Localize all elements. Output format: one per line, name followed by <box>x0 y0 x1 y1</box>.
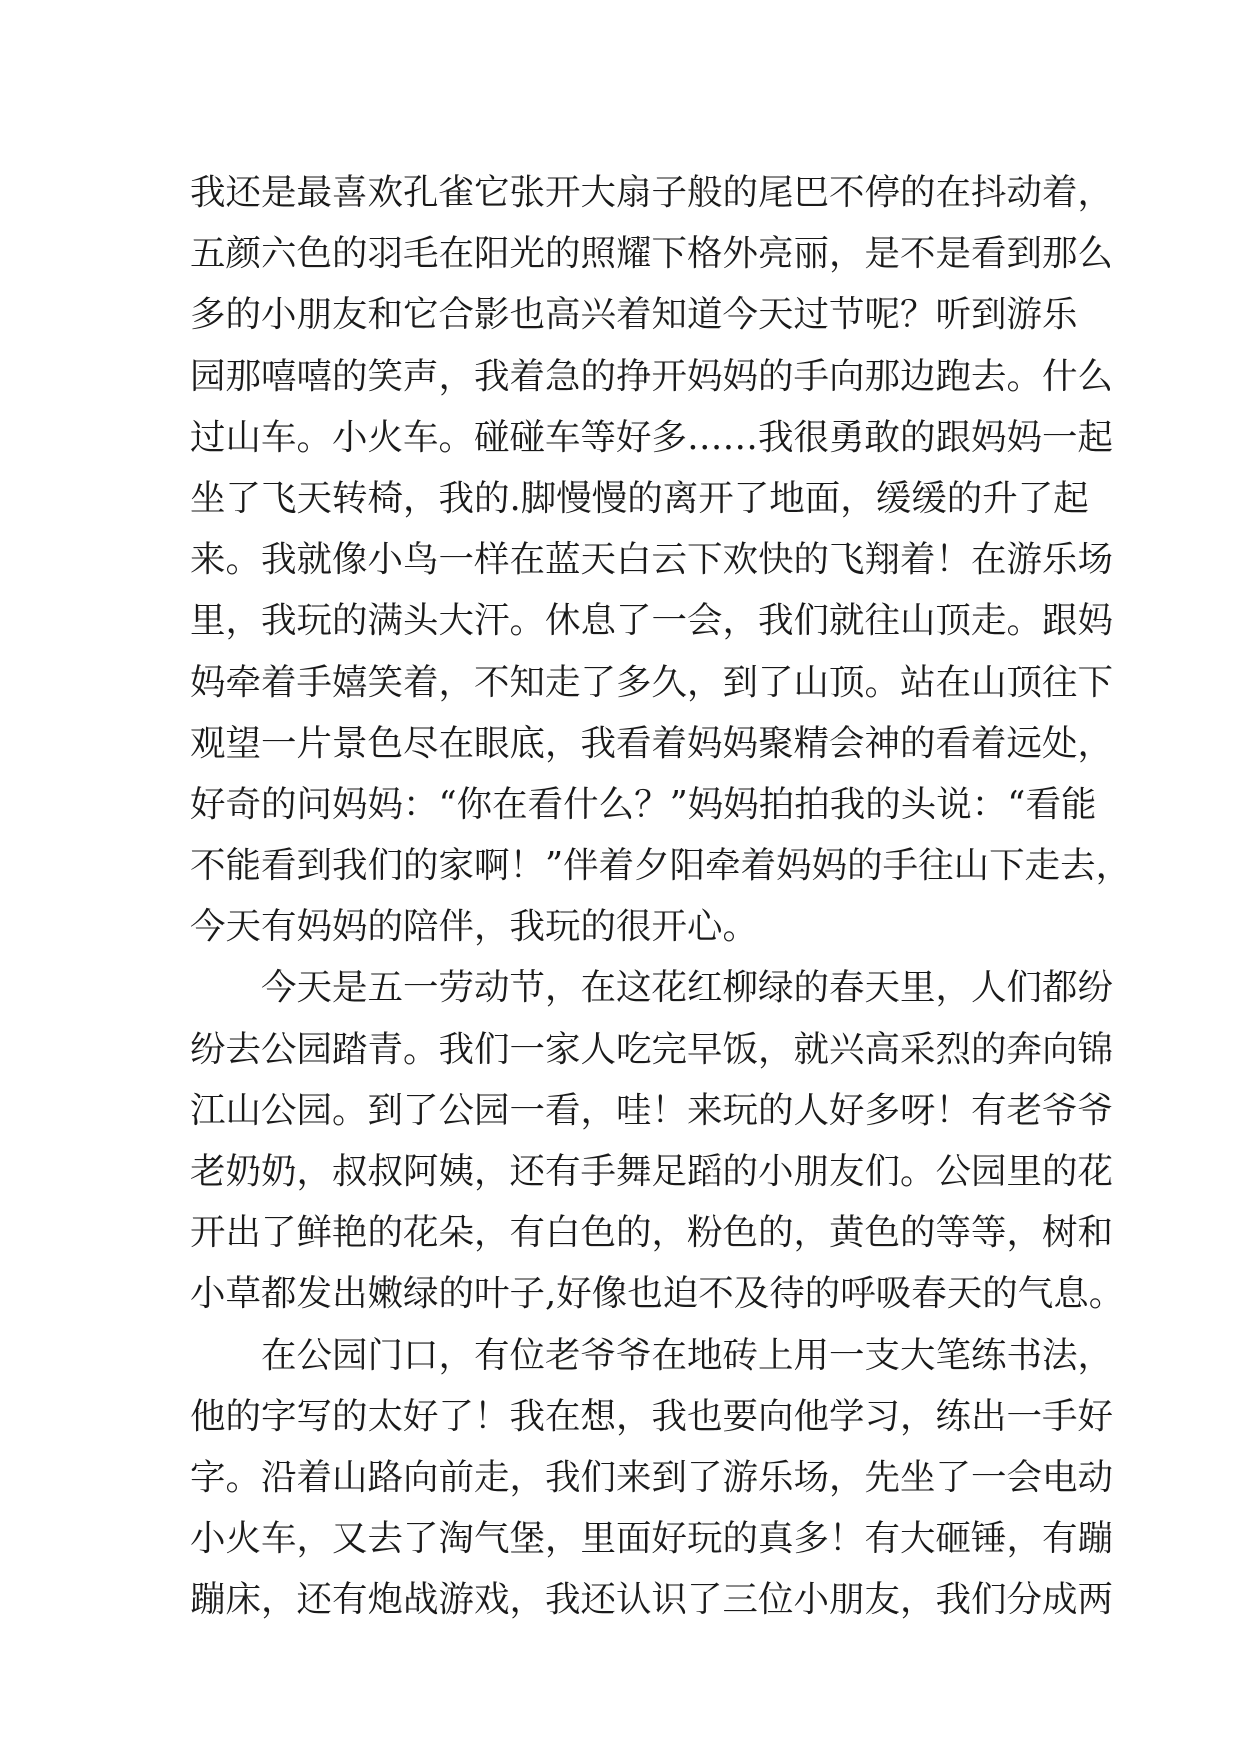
text-line: 好奇的问妈妈：“你在看什么？”妈妈拍拍我的头说：“看能 <box>190 783 1097 825</box>
paragraph-start-line: 今天是五一劳动节，在这花红柳绿的春天里，人们都纷 <box>261 967 1114 1009</box>
text-line: 小火车，又去了淘气堡，里面好玩的真多！有大砸锤，有蹦 <box>190 1518 1114 1560</box>
essay-text <box>190 162 1132 1631</box>
text-line: 小草都发出嫩绿的叶子,好像也迫不及待的呼吸春天的气息。 <box>190 1273 1125 1315</box>
text-line: 不能看到我们的家啊！”伴着夕阳牵着妈妈的手往山下走去， <box>190 845 1132 887</box>
text-line: 开出了鲜艳的花朵，有白色的，粉色的，黄色的等等，树和 <box>190 1212 1114 1254</box>
text-line: 今天有妈妈的陪伴，我玩的很开心。 <box>190 906 759 948</box>
text-line: 蹦床，还有炮战游戏，我还认识了三位小朋友，我们分成两 <box>190 1579 1114 1621</box>
text-line: 字。沿着山路向前走，我们来到了游乐场，先坐了一会电动 <box>190 1456 1114 1498</box>
paragraph-start-line: 在公园门口，有位老爷爷在地砖上用一支大笔练书法， <box>261 1334 1114 1376</box>
text-line: 坐了飞天转椅，我的.脚慢慢的离开了地面，缓缓的升了起 <box>190 477 1089 519</box>
text-line: 纷去公园踏青。我们一家人吃完早饭，就兴高采烈的奔向锦 <box>190 1028 1114 1070</box>
text-line: 园那嘻嘻的笑声，我着急的挣开妈妈的手向那边跑去。什么 <box>190 355 1114 397</box>
text-line: 多的小朋友和它合影也高兴着知道今天过节呢？听到游乐 <box>190 294 1078 336</box>
text-line: 里，我玩的满头大汗。休息了一会，我们就往山顶走。跟妈 <box>190 600 1114 642</box>
text-line: 五颜六色的羽毛在阳光的照耀下格外亮丽，是不是看到那么 <box>190 233 1114 275</box>
text-line: 他的字写的太好了！我在想，我也要向他学习，练出一手好 <box>190 1395 1114 1437</box>
text-line: 妈牵着手嬉笑着，不知走了多久，到了山顶。站在山顶往下 <box>190 661 1114 703</box>
text-line: 老奶奶，叔叔阿姨，还有手舞足蹈的小朋友们。公园里的花 <box>190 1151 1114 1192</box>
text-line: 来。我就像小鸟一样在蓝天白云下欢快的飞翔着！在游乐场 <box>190 539 1114 581</box>
text-line: 观望一片景色尽在眼底，我看着妈妈聚精会神的看着远处， <box>190 722 1114 764</box>
text-line: 江山公园。到了公园一看，哇！来玩的人好多呀！有老爷爷 <box>190 1089 1114 1131</box>
text-line: 我还是最喜欢孔雀它张开大扇子般的尾巴不停的在抖动着， <box>190 172 1114 213</box>
text-line: 过山车。小火车。碰碰车等好多……我很勇敢的跟妈妈一起 <box>190 416 1114 458</box>
